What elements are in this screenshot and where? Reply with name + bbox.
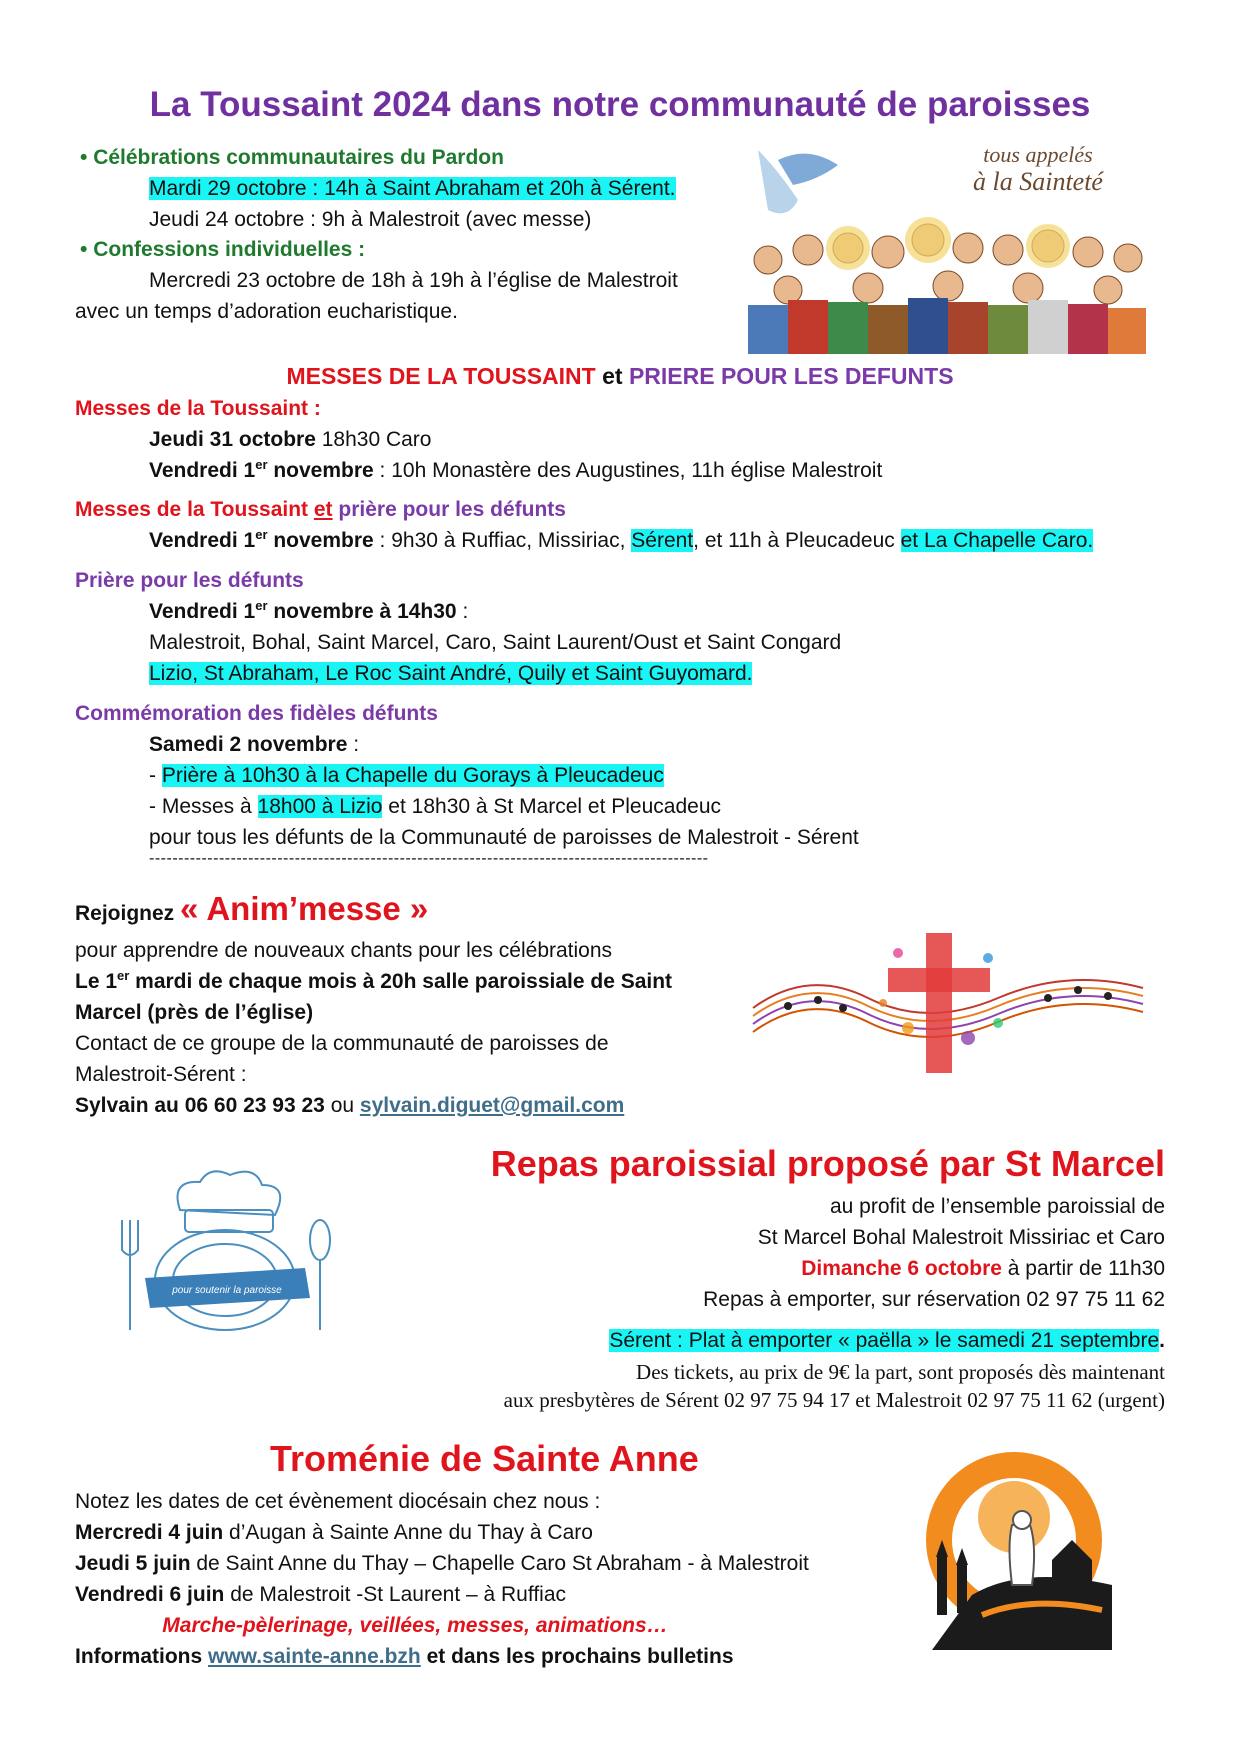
chef-illustration	[90, 1160, 350, 1340]
tromenie-heading: Troménie de Sainte Anne	[270, 1438, 699, 1479]
animesse-line-2: Le 1er mardi de chaque mois à 20h salle paroissiale de Saint	[75, 968, 673, 993]
page-title: La Toussaint 2024 dans notre communauté de paroisses	[149, 85, 1091, 124]
repas-line-2: St Marcel Bohal Malestroit Missiriac et Caro	[757, 1226, 1165, 1249]
repas-line-4: Repas à emporter, sur réservation 02 97 75 11 62	[703, 1288, 1165, 1311]
messes-toussaint-line-1: Jeudi 31 octobre 18h30 Caro	[149, 428, 432, 451]
confessions-line-2: avec un temps d’adoration eucharistique.	[75, 300, 458, 323]
priere-line-3: Lizio, St Abraham, Le Roc Saint André, Quily et Saint Guyomard.	[149, 662, 753, 685]
messes-defunts-heading: Messes de la Toussaint et prière pour les défunts	[75, 498, 566, 521]
repas-presbyteres: aux presbytères de Sérent 02 97 75 94 17 et Malestroit 02 97 75 11 62 (urgent)	[503, 1388, 1165, 1412]
chef-banner: pour soutenir la paroisse	[172, 1285, 282, 1296]
tromenie-line-1: Notez les dates de cet évènement diocésain chez nous :	[75, 1490, 601, 1513]
animesse-line-4: Contact de ce groupe de la communauté de paroisses de	[75, 1032, 609, 1055]
messes-defunts-line: Vendredi 1er novembre : 9h30 à Ruffiac, Missiriac, Sérent, et 11h à Pleucadeuc et La Chapelle Caro.	[149, 527, 1094, 552]
animesse-line-1: pour apprendre de nouveaux chants pour les célébrations	[75, 939, 613, 962]
image-caption-2: à la Sainteté	[973, 167, 1103, 196]
confessions-heading: • Confessions individuelles :	[80, 238, 366, 261]
commemoration-heading: Commémoration des fidèles défunts	[75, 702, 438, 725]
animesse-line-5: Malestroit-Sérent :	[75, 1063, 247, 1086]
priere-line-2: Malestroit, Bohal, Saint Marcel, Caro, Saint Laurent/Oust et Saint Congard	[149, 631, 842, 654]
sainte-anne-link[interactable]: www.sainte-anne.bzh	[208, 1645, 421, 1668]
animesse-contact: Sylvain au 06 60 23 93 23 ou sylvain.diguet@gmail.com	[75, 1094, 625, 1117]
animesse-heading: Rejoignez « Anim’messe »	[75, 890, 429, 927]
commemoration-date: Samedi 2 novembre :	[149, 733, 360, 756]
repas-serent: Sérent : Plat à emporter « paëlla » le samedi 21 septembre.	[609, 1329, 1165, 1352]
repas-tickets: Des tickets, au prix de 9€ la part, sont proposés dès maintenant	[636, 1360, 1165, 1384]
commemoration-line-3: - Messes à 18h00 à Lizio et 18h30 à St Marcel et Pleucadeuc	[149, 795, 722, 818]
image-caption-1: tous appelés	[983, 142, 1093, 167]
animesse-line-3: Marcel (près de l’église)	[75, 1001, 314, 1024]
commemoration-line-4: pour tous les défunts de la Communauté de paroisses de Malestroit - Sérent	[149, 826, 859, 849]
pardon-line-1: Mardi 29 octobre : 14h à Saint Abraham et 20h à Sérent.	[149, 177, 676, 200]
tromenie-line-4: Vendredi 6 juin de Malestroit -St Laurent – à Ruffiac	[75, 1583, 566, 1606]
cross-music-icon	[748, 928, 1148, 1078]
music-cross-illustration	[748, 928, 1148, 1078]
tromenie-logo	[912, 1445, 1117, 1650]
commemoration-line-2: - Prière à 10h30 à la Chapelle du Gorays à Pleucadeuc	[149, 764, 664, 787]
separator: ------------------------------------------------------------------------------------------------	[149, 850, 709, 867]
messes-toussaint-heading: Messes de la Toussaint :	[75, 397, 321, 420]
tromenie-info: Informations www.sainte-anne.bzh et dans les prochains bulletins	[75, 1645, 734, 1668]
saints-icon	[738, 140, 1146, 354]
repas-line-1: au profit de l’ensemble paroissial de	[829, 1195, 1165, 1218]
messes-toussaint-line-2: Vendredi 1er novembre : 10h Monastère des Augustines, 11h église Malestroit	[149, 457, 883, 482]
tromenie-line-2: Mercredi 4 juin d’Augan à Sainte Anne du Thay à Caro	[75, 1521, 593, 1544]
priere-heading: Prière pour les défunts	[75, 569, 304, 592]
messes-main-heading: MESSES DE LA TOUSSAINT et PRIERE POUR LES DEFUNTS	[286, 363, 954, 389]
repas-heading: Repas paroissial proposé par St Marcel	[490, 1143, 1165, 1184]
email-link[interactable]: sylvain.diguet@gmail.com	[359, 1094, 625, 1117]
tromenie-activities: Marche-pèlerinage, veillées, messes, animations…	[162, 1614, 668, 1637]
priere-line-1: Vendredi 1er novembre à 14h30 :	[149, 598, 469, 623]
chef-hat-icon	[90, 1160, 350, 1340]
repas-line-3: Dimanche 6 octobre à partir de 11h30	[801, 1257, 1165, 1280]
confessions-line-1: Mercredi 23 octobre de 18h à 19h à l’église de Malestroit	[149, 269, 678, 292]
tromenie-line-3: Jeudi 5 juin de Saint Anne du Thay – Chapelle Caro St Abraham - à Malestroit	[75, 1552, 809, 1575]
pardon-line-2: Jeudi 24 octobre : 9h à Malestroit (avec messe)	[149, 208, 592, 231]
bullet: •	[80, 146, 88, 169]
sainte-anne-logo-icon	[912, 1445, 1117, 1650]
pardon-heading: • Célébrations communautaires du Pardon	[80, 146, 504, 169]
saints-illustration	[738, 140, 1146, 354]
